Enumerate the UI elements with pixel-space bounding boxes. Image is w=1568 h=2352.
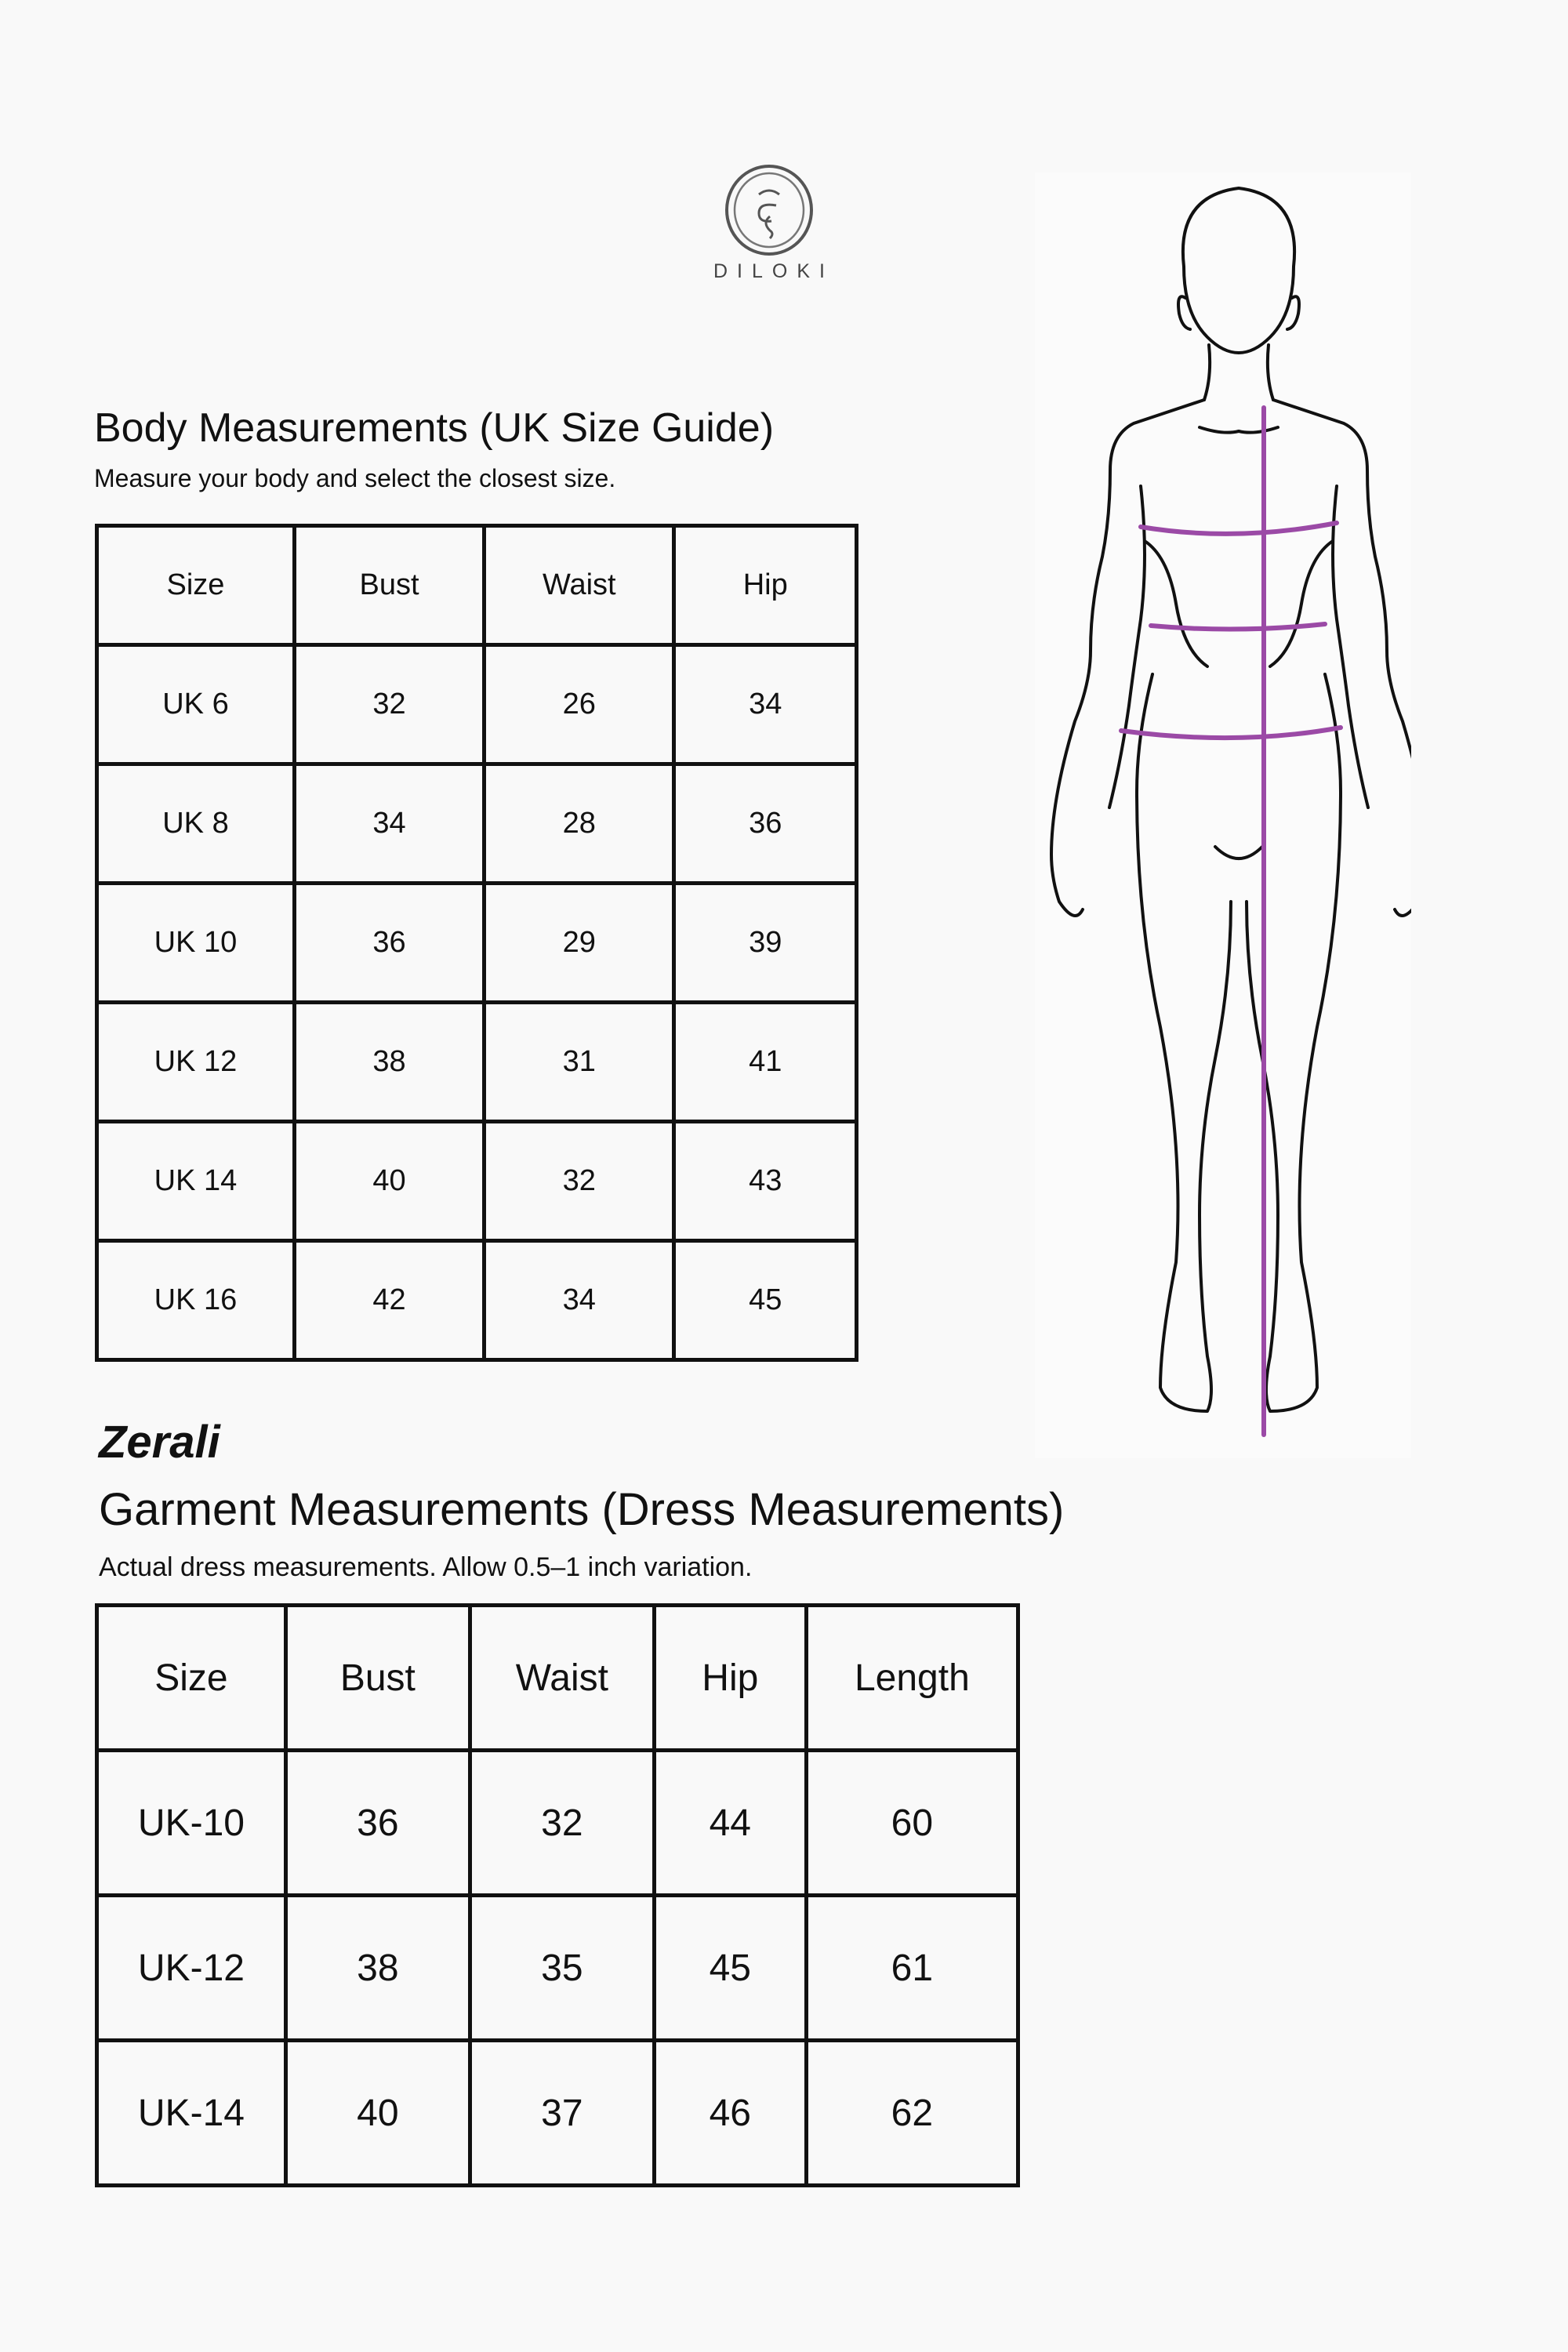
diloki-logo-icon bbox=[721, 163, 817, 257]
bust-cell: 42 bbox=[294, 1241, 484, 1360]
garment-measurements-table bbox=[95, 1603, 1020, 2187]
brand-logo bbox=[713, 163, 834, 301]
waist-cell: 31 bbox=[485, 1003, 674, 1122]
bust-cell: 40 bbox=[285, 2041, 470, 2186]
hip-cell: 45 bbox=[674, 1241, 857, 1360]
hip-cell: 46 bbox=[654, 2041, 806, 2186]
hip-cell: 43 bbox=[674, 1122, 857, 1241]
table-row bbox=[97, 764, 857, 884]
table-row bbox=[97, 1896, 1018, 2041]
hip-cell: 39 bbox=[674, 884, 857, 1003]
table-row bbox=[97, 1003, 857, 1122]
waist-cell: 28 bbox=[485, 764, 674, 884]
bust-cell: 38 bbox=[285, 1896, 470, 2041]
length-cell: 62 bbox=[806, 2041, 1018, 2186]
body-outline-figure-icon bbox=[1035, 172, 1411, 1458]
size-cell: UK-10 bbox=[97, 1751, 286, 1896]
waist-cell: 37 bbox=[470, 2041, 654, 2186]
header-cell: Waist bbox=[470, 1606, 654, 1751]
size-cell: UK 16 bbox=[97, 1241, 295, 1360]
hip-cell: 45 bbox=[654, 1896, 806, 2041]
garment-measurements-subtitle: Actual dress measurements. Allow 0.5–1 inch variation. bbox=[99, 1552, 753, 1582]
table-row bbox=[97, 645, 857, 764]
hip-cell: 34 bbox=[674, 645, 857, 764]
logo-wordmark: DILOKI bbox=[713, 260, 834, 282]
size-cell: UK-12 bbox=[97, 1896, 286, 2041]
bust-cell: 38 bbox=[294, 1003, 484, 1122]
body-measurements-table bbox=[95, 524, 858, 1362]
size-cell: UK 14 bbox=[97, 1122, 295, 1241]
header-cell: Hip bbox=[674, 526, 857, 645]
header-cell: Hip bbox=[654, 1606, 806, 1751]
bust-cell: 32 bbox=[294, 645, 484, 764]
header-cell: Size bbox=[97, 1606, 286, 1751]
body-measurements-subtitle: Measure your body and select the closest size. bbox=[94, 464, 616, 492]
header-cell: Size bbox=[97, 526, 295, 645]
bust-cell: 34 bbox=[294, 764, 484, 884]
table-header-row bbox=[97, 526, 857, 645]
size-cell: UK 10 bbox=[97, 884, 295, 1003]
bust-cell: 36 bbox=[285, 1751, 470, 1896]
table-row bbox=[97, 1122, 857, 1241]
table-row bbox=[97, 1241, 857, 1360]
waist-cell: 26 bbox=[485, 645, 674, 764]
waist-cell: 32 bbox=[470, 1751, 654, 1896]
header-cell: Length bbox=[806, 1606, 1018, 1751]
table-row bbox=[97, 2041, 1018, 2186]
size-cell: UK 6 bbox=[97, 645, 295, 764]
hip-cell: 41 bbox=[674, 1003, 857, 1122]
hip-cell: 36 bbox=[674, 764, 857, 884]
waist-cell: 29 bbox=[485, 884, 674, 1003]
waist-cell: 35 bbox=[470, 1896, 654, 2041]
size-cell: UK 8 bbox=[97, 764, 295, 884]
waist-cell: 32 bbox=[485, 1122, 674, 1241]
body-figure bbox=[1035, 172, 1411, 1458]
table-row bbox=[97, 1751, 1018, 1896]
bust-cell: 36 bbox=[294, 884, 484, 1003]
hip-cell: 44 bbox=[654, 1751, 806, 1896]
length-cell: 60 bbox=[806, 1751, 1018, 1896]
length-cell: 61 bbox=[806, 1896, 1018, 2041]
header-cell: Waist bbox=[485, 526, 674, 645]
product-name: Zerali bbox=[99, 1417, 220, 1468]
table-row bbox=[97, 884, 857, 1003]
size-cell: UK 12 bbox=[97, 1003, 295, 1122]
header-cell: Bust bbox=[294, 526, 484, 645]
header-cell: Bust bbox=[285, 1606, 470, 1751]
size-cell: UK-14 bbox=[97, 2041, 286, 2186]
garment-measurements-title: Garment Measurements (Dress Measurements) bbox=[99, 1484, 1065, 1535]
table-header-row bbox=[97, 1606, 1018, 1751]
bust-cell: 40 bbox=[294, 1122, 484, 1241]
waist-cell: 34 bbox=[485, 1241, 674, 1360]
body-measurements-title: Body Measurements (UK Size Guide) bbox=[94, 405, 775, 451]
